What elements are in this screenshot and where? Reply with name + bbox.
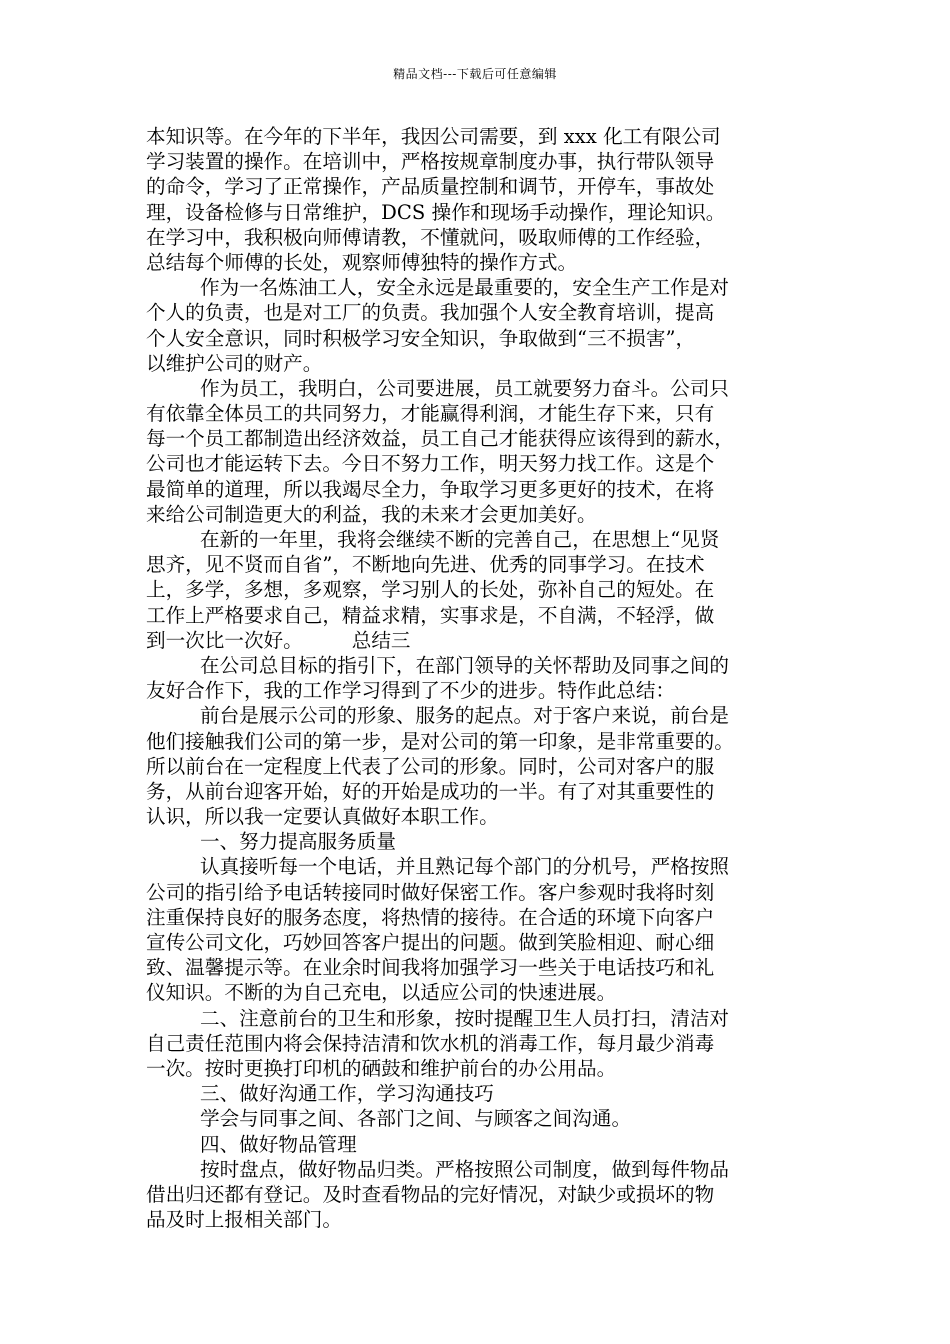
text-line: 务，从前台迎客开始，好的开始是成功的一半。有了对其重要性的	[146, 779, 715, 803]
text-line: 一、努力提高服务质量	[200, 830, 396, 854]
text-line: 按时盘点，做好物品归类。严格按照公司制度，做到每件物品	[200, 1157, 730, 1181]
text-line: 个人安全意识，同时积极学习安全知识，争取做到“三不损害”，	[146, 326, 696, 350]
text-line: 本知识等。在今年的下半年，我因公司需要，到 xxx 化工有限公司	[146, 125, 721, 148]
text-line: 有依靠全体员工的共同努力，才能赢得利润，才能生存下来，只有	[146, 402, 715, 426]
text-line: 作为一名炼油工人，安全永远是最重要的，安全生产工作是对	[200, 276, 730, 300]
text-line: 二、注意前台的卫生和形象，按时提醒卫生人员打扫，清洁对	[200, 1006, 730, 1030]
text-line: 每一个员工都制造出经济效益，员工自己才能获得应该得到的薪水，	[146, 427, 734, 451]
text-line: 工作上严格要求自己，精益求精，实事求是，不自满，不轻浮，做	[146, 603, 715, 627]
text-line: 作为员工，我明白，公司要进展，员工就要努力奋斗。公司只	[200, 376, 730, 400]
text-line: 思齐，见不贤而自省”，不断地向先进、优秀的同事学习。在技术	[146, 553, 705, 577]
text-line: 在学习中，我积极向师傅请教，不懂就问，吸取师傅的工作经验，	[146, 225, 715, 249]
text-line: 他们接触我们公司的第一步，是对公司的第一印象，是非常重要的。	[146, 729, 734, 753]
text-line: 上，多学，多想，多观察，学习别人的长处，弥补自己的短处。在	[146, 578, 715, 602]
text-line: 认真接听每一个电话，并且熟记每个部门的分机号，严格按照	[200, 855, 730, 879]
document-body	[146, 124, 826, 1232]
text-line: 来给公司制造更大的利益，我的未来才会更加美好。	[146, 502, 597, 526]
text-line: 认识，所以我一定要认真做好本职工作。	[146, 805, 499, 829]
text-line: 仪知识。不断的为自己充电，以适应公司的快速进展。	[146, 981, 617, 1005]
text-line: 四、做好物品管理	[200, 1132, 357, 1156]
text-line: 宣传公司文化，巧妙回答客户提出的问题。做到笑脸相迎、耐心细	[146, 931, 715, 954]
text-line: 所以前台在一定程度上代表了公司的形象。同时，公司对客户的服	[146, 754, 715, 778]
text-line: 在新的一年里，我将会继续不断的完善自己，在思想上“见贤	[200, 528, 720, 551]
text-line: 友好合作下，我的工作学习得到了不少的进步。特作此总结：	[146, 679, 676, 703]
text-line: 前台是展示公司的形象、服务的起点。对于客户来说，前台是	[200, 704, 730, 728]
text-line: 理，设备检修与日常维护，DCS 操作和现场手动操作，理论知识。	[146, 200, 726, 224]
text-line: 到一次比一次好。 总结三	[146, 628, 411, 652]
text-line: 公司的指引给予电话转接同时做好保密工作。客户参观时我将时刻	[146, 880, 715, 904]
text-line: 借出归还都有登记。及时查看物品的完好情况，对缺少或损坏的物	[146, 1182, 715, 1206]
text-line: 个人的负责，也是对工厂的负责。我加强个人安全教育培训，提高	[146, 301, 715, 325]
text-line: 公司也才能运转下去。今日不努力工作，明天努力找工作。这是个	[146, 452, 715, 476]
text-line: 在公司总目标的指引下，在部门领导的关怀帮助及同事之间的	[200, 653, 730, 677]
text-line: 以维护公司的财产。	[146, 351, 323, 375]
page-header: 精品文档---下载后可任意编辑	[393, 67, 557, 81]
text-line: 三、做好沟通工作，学习沟通技巧	[200, 1082, 494, 1106]
text-line: 学会与同事之间、各部门之间、与顾客之间沟通。	[200, 1107, 632, 1131]
text-line: 总结每个师傅的长处，观察师傅独特的操作方式。	[146, 250, 578, 274]
text-line: 的命令，学习了正常操作，产品质量控制和调节，开停车，事故处	[146, 175, 715, 199]
text-line: 注重保持良好的服务态度，将热情的接待。在合适的环境下向客户	[146, 905, 715, 929]
text-line: 致、温馨提示等。在业余时间我将加强学习一些关于电话技巧和礼	[146, 956, 715, 980]
text-line: 最简单的道理，所以我竭尽全力，争取学习更多更好的技术，在将	[146, 477, 715, 501]
text-line: 自己责任范围内将会保持洁清和饮水机的消毒工作，每月最少消毒	[146, 1031, 715, 1055]
text-line: 学习装置的操作。在培训中，严格按规章制度办事，执行带队领导	[146, 150, 715, 174]
text-line: 一次。按时更换打印机的硒鼓和维护前台的办公用品。	[146, 1056, 617, 1080]
text-line: 品及时上报相关部门。	[146, 1208, 342, 1232]
